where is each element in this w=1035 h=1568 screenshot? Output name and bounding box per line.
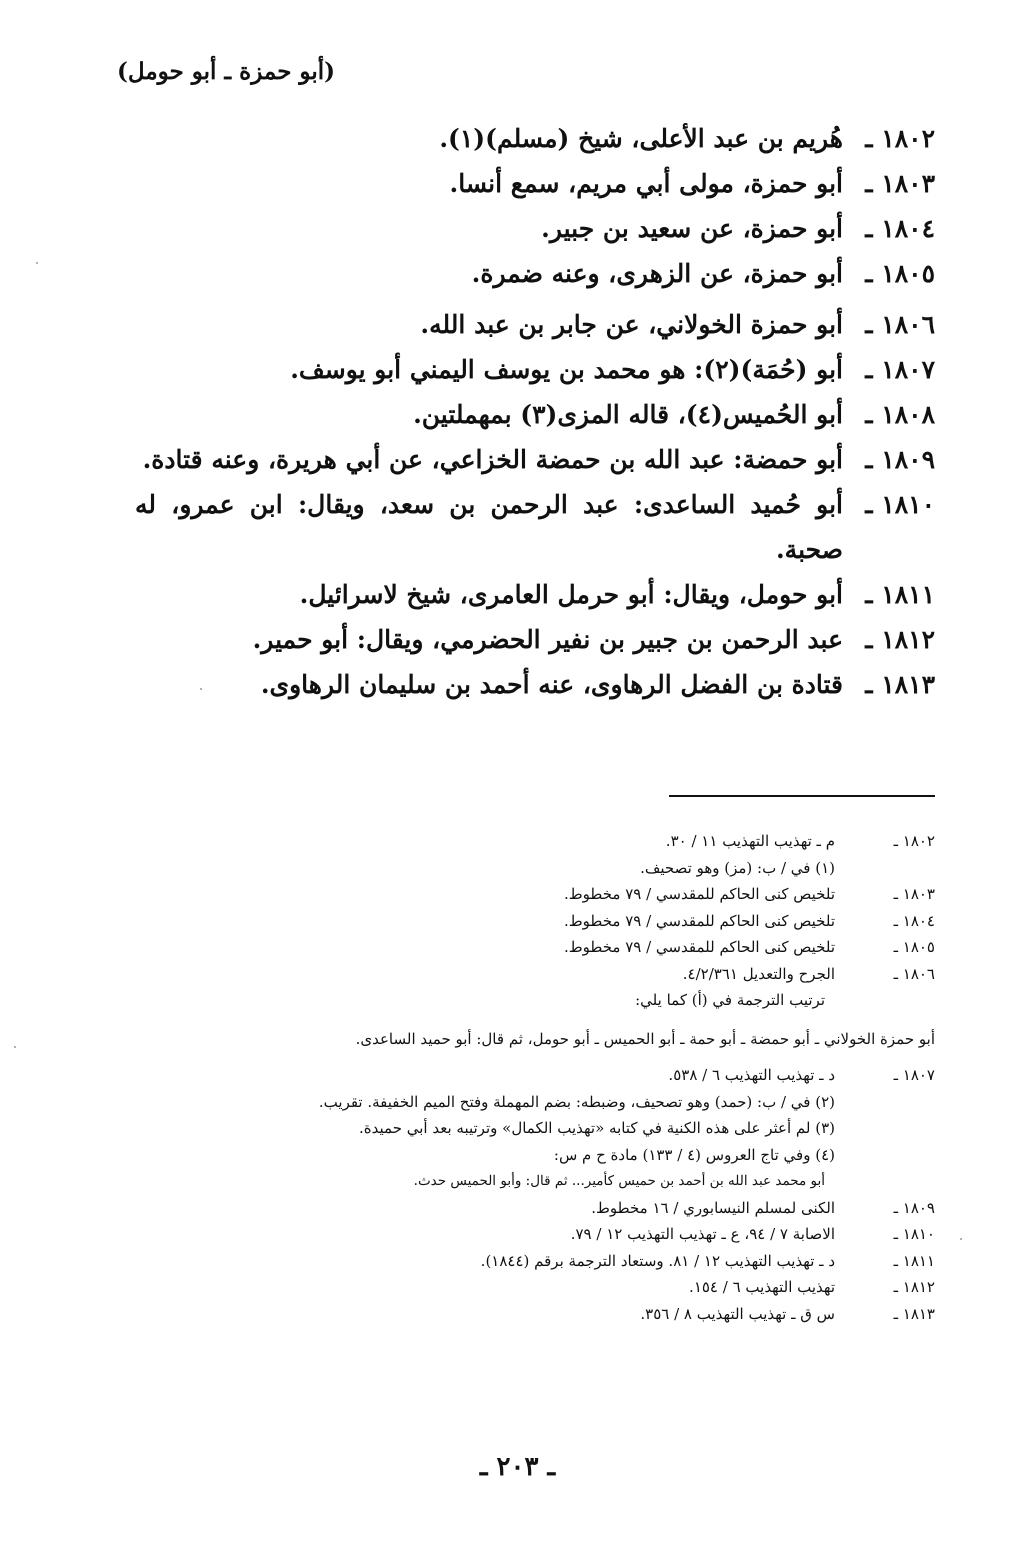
footnote-text: أبو حمزة الخولاني ـ أبو حمضة ـ أبو حمة ـ أبو الحميس ـ أبو حومل، ثم قال: أبو حميد الساعدى. <box>355 1029 935 1048</box>
entry-text: أبو حومل، ويقال: أبو حرمل العامرى، شيخ لاسرائيل. <box>299 580 843 609</box>
footnote-number: ١٨٠٣ ـ <box>893 885 935 903</box>
footnote-text: الاصابة ٧ / ٩٤، ع ـ تهذيب التهذيب ١٢ / ٧٩. <box>570 1225 835 1243</box>
running-head: (أبو حمزة ـ أبو حومل) <box>117 58 335 85</box>
footnote-line <box>105 1274 935 1301</box>
entry-number: ١٨٠٢ ـ <box>865 124 935 153</box>
footnote-number <box>835 987 935 1014</box>
footnote-line <box>105 1221 935 1248</box>
entry-text: قتادة بن الفضل الرهاوى، عنه أحمد بن سليمان الرهاوى. <box>260 670 843 699</box>
scan-speck <box>36 262 38 264</box>
footnote-number <box>835 1115 935 1142</box>
entry-number: ١٨٠٣ ـ <box>865 169 935 198</box>
footnote-line <box>105 1248 935 1275</box>
entry <box>135 572 935 617</box>
footnote-line <box>105 881 935 908</box>
footnote-text: أبو محمد عبد الله بن أحمد بن حميس كأمير... ثم قال: وأبو الحميس حدث. <box>413 1173 825 1189</box>
footnote-text: (١) في / ب: (مز) وهو تصحيف. <box>640 858 835 877</box>
entry-text: أبو حمزة، عن سعيد بن جبير. <box>541 214 843 243</box>
entry-text: أبو حمزة، عن الزهرى، وعنه ضمرة. <box>471 259 843 288</box>
footnotes-list <box>105 828 935 1327</box>
footnote-text: د ـ تهذيب التهذيب ٦ / ٥٣٨. <box>668 1066 835 1084</box>
entry <box>135 617 935 662</box>
entry-text: عبد الرحمن بن جبير بن نفير الحضرمي، ويقال: أبو حمير. <box>252 625 843 654</box>
entry-text: أبو الحُميس(٤)، قاله المزى(٣) بمهملتين. <box>413 400 843 429</box>
footnote-separator-rule <box>669 795 935 797</box>
footnote-text: د ـ تهذيب التهذيب ١٢ / ٨١. وستعاد الترجمة برقم (١٨٤٤). <box>480 1251 835 1270</box>
footnote-number <box>835 855 935 882</box>
entry <box>135 206 935 251</box>
footnote-text: تلخيص كنى الحاكم للمقدسي / ٧٩ مخطوط. <box>564 911 835 930</box>
entry-text: أبو حمضة: عبد الله بن حمضة الخزاعي، عن أبي هريرة، وعنه قتادة. <box>142 445 843 474</box>
footnote-number: ١٨١٢ ـ <box>893 1278 935 1296</box>
footnote-line <box>105 908 935 935</box>
entry-text: أبو حمزة الخولاني، عن جابر بن عبد الله. <box>420 310 843 339</box>
entry <box>135 662 935 707</box>
footnote-text: الكنى لمسلم النيسابوري / ١٦ مخطوط. <box>591 1198 835 1217</box>
footnote-line <box>105 1195 935 1222</box>
entry <box>135 392 935 437</box>
footnote-line <box>105 1168 935 1195</box>
page-number: ـ ٢٠٣ ـ <box>479 1452 556 1482</box>
footnote-line <box>105 1142 935 1169</box>
entry-number: ١٨١٣ ـ <box>865 670 935 699</box>
footnote-number: ١٨١٠ ـ <box>893 1225 935 1243</box>
entry-number: ١٨٠٨ ـ <box>865 400 935 429</box>
footnote-text: تلخيص كنى الحاكم للمقدسي / ٧٩ مخطوط. <box>564 885 835 903</box>
footnote-number: ١٨١١ ـ <box>893 1251 935 1270</box>
footnote-text: م ـ تهذيب التهذيب ١١ / ٣٠. <box>665 832 835 850</box>
scan-speck <box>960 1238 962 1240</box>
entry-number: ١٨٠٤ ـ <box>865 214 935 243</box>
entry <box>135 302 935 347</box>
entry <box>135 116 935 161</box>
footnote-text: (٤) وفي تاج العروس (٤ / ١٣٣) مادة ح م س: <box>553 1145 835 1164</box>
footnote-number <box>835 1168 935 1195</box>
footnote-number: ١٨١٣ ـ <box>893 1304 935 1323</box>
entry <box>135 482 935 572</box>
entry-number: ١٨٠٩ ـ <box>865 445 935 474</box>
footnote-text: الجرح والتعديل ٤/٢/٣٦١. <box>682 964 835 983</box>
scan-speck <box>200 688 202 690</box>
entry-number: ١٨٠٧ ـ <box>865 355 935 384</box>
entry-number: ١٨١١ ـ <box>865 580 935 609</box>
footnote-line <box>105 855 935 882</box>
footnote-line <box>105 1014 935 1063</box>
footnote-line <box>105 1301 935 1328</box>
entry-text: أبو حمزة، مولى أبي مريم، سمع أنسا. <box>449 169 843 198</box>
entry-text: أبو حُميد الساعدى: عبد الرحمن بن سعد، ويقال: ابن عمرو، له صحبة. <box>135 490 843 564</box>
entry <box>135 347 935 392</box>
footnote-text: (٢) في / ب: (حمد) وهو تصحيف، وضبطه: بضم المهملة وفتح الميم الخفيفة. تقريب. <box>318 1092 835 1111</box>
footnote-number: ١٨٠٦ ـ <box>893 964 935 983</box>
footnote-number: ١٨٠٤ ـ <box>893 911 935 930</box>
entry-text: أبو (حُمَة)(٢): هو محمد بن يوسف اليمني أبو يوسف. <box>290 355 843 384</box>
entry <box>135 161 935 206</box>
entry <box>135 251 935 296</box>
entry-number: ١٨٠٦ ـ <box>865 310 935 339</box>
footnote-number <box>835 1089 935 1116</box>
footnote-number <box>835 1142 935 1169</box>
footnote-text: تلخيص كنى الحاكم للمقدسي / ٧٩ مخطوط. <box>564 938 835 956</box>
entry-number: ١٨٠٥ ـ <box>865 259 935 288</box>
entry <box>135 437 935 482</box>
footnote-number: ١٨٠٩ ـ <box>893 1198 935 1217</box>
footnote-line <box>105 934 935 961</box>
footnote-line <box>105 1115 935 1142</box>
footnote-text: ترتيب الترجمة في (أ) كما يلي: <box>635 991 825 1009</box>
footnote-line <box>105 1089 935 1116</box>
footnote-line <box>105 961 935 988</box>
entry-text: هُريم بن عبد الأعلى، شيخ (مسلم)(١). <box>439 124 843 153</box>
footnote-line <box>105 828 935 855</box>
footnote-text: (٣) لم أعثر على هذه الكنية في كتابه «تهذيب الكمال» وترتيبه بعد أبي حميدة. <box>359 1119 835 1137</box>
entry-number: ١٨١٢ ـ <box>865 625 935 654</box>
footnote-line <box>105 1062 935 1089</box>
entries-list <box>135 116 935 707</box>
footnote-number: ١٨٠٧ ـ <box>893 1066 935 1084</box>
footnote-text: تهذيب التهذيب ٦ / ١٥٤. <box>689 1278 835 1296</box>
entry-number: ١٨١٠ ـ <box>865 490 935 519</box>
footnote-number: ١٨٠٢ ـ <box>893 832 935 850</box>
footnote-number: ١٨٠٥ ـ <box>893 938 935 956</box>
scan-speck <box>14 1046 16 1048</box>
footnote-line <box>105 987 935 1014</box>
footnote-text: س ق ـ تهذيب التهذيب ٨ / ٣٥٦. <box>640 1304 835 1323</box>
